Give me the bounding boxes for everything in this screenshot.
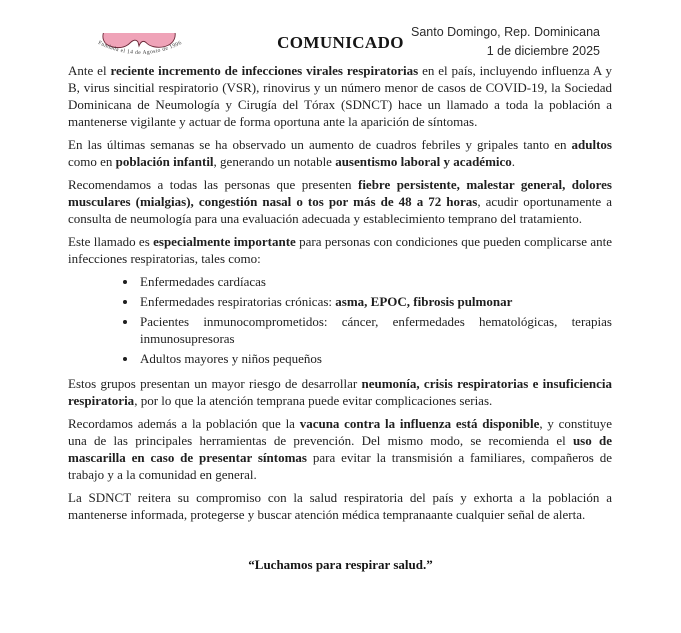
emphasis-text: neumonía, crisis respiratorias e insuficiencia respiratoria	[68, 376, 613, 408]
logo-caption: Fundada el 14 de Agosto de 1996	[97, 40, 183, 57]
body-text: Ante el	[68, 63, 111, 78]
emphasis-text: fiebre persistente, malestar general, dolores musculares (mialgias), congestión nasal o tos por más de 48 a 72 horas	[68, 177, 612, 209]
list-item	[138, 273, 612, 290]
emphasis-text: asma, EPOC, fibrosis pulmonar	[335, 294, 513, 309]
emphasis-text: especialmente importante	[153, 234, 296, 249]
body-text: .	[511, 154, 516, 169]
paragraph-trend	[68, 136, 612, 170]
emphasis-text: uso de mascarilla en caso de presentar síntomas	[68, 433, 612, 465]
list-item	[138, 293, 612, 310]
body-text: para evitar la transmisión a familiares, compañeros de trabajo y a la comunidad en general.	[68, 450, 612, 482]
body-text: En las últimas semanas se ha observado un aumento de cuadros febriles y gripales tanto en	[68, 137, 572, 152]
lungs-logo-icon	[86, 33, 194, 69]
document-title: COMUNICADO	[277, 33, 404, 52]
body-text: , por lo que la atención temprana puede evitar complicaciones serias.	[134, 393, 493, 408]
body-text: para personas con condiciones que pueden complicarse ante infecciones respiratorias, tales como:	[68, 234, 612, 266]
society-logo	[86, 33, 194, 69]
emphasis-text: adultos	[571, 137, 612, 152]
document-body	[68, 62, 612, 523]
paragraph-risk-groups-intro	[68, 233, 612, 267]
emphasis-text: ausentismo laboral y académico	[335, 154, 512, 169]
dateline-location: Santo Domingo, Rep. Dominicana	[411, 25, 600, 39]
emphasis-text: población infantil	[115, 154, 214, 169]
body-text: Enfermedades cardíacas	[140, 274, 266, 289]
body-text: Adultos mayores y niños pequeños	[140, 351, 322, 366]
body-text: como en	[68, 154, 116, 169]
body-text: Pacientes inmunocomprometidos: cáncer, enfermedades hematológicas, terapias inmunosupresoras	[140, 314, 612, 346]
paragraph-prevention	[68, 415, 612, 483]
paragraph-risk-warning	[68, 375, 612, 409]
lungs-shape	[103, 33, 175, 48]
body-text: Recomendamos a todas las personas que presenten	[68, 177, 358, 192]
paragraph-intro	[68, 62, 612, 130]
emphasis-text: reciente incremento de infecciones virales respiratorias	[110, 63, 419, 78]
paragraph-commitment	[68, 489, 612, 523]
body-text: en el país, incluyendo influenza A y B, virus sincitial respiratorio (VSR), rinovirus y un número menor de casos de COVID-19, la Sociedad Dominicana de Neumología y Cirugía del Tórax (SDNCT) hace un llamado a toda la población a mantenerse vigilante y actuar de forma oportuna ante la aparición de síntomas.	[68, 63, 612, 129]
body-text: , acudir oportunamente a consulta de neumología para una evaluación adecuada y establecimiento temprano del tratamiento.	[68, 194, 612, 226]
list-item	[138, 350, 612, 367]
body-text: La SDNCT reitera su compromiso con la salud respiratoria del país y exhorta a la población a mantenerse informada, protegerse y buscar atención médica tempranaante cualquier señal de alerta.	[68, 490, 612, 522]
body-text: Recordamos además a la población que la	[68, 416, 300, 431]
dateline	[411, 25, 600, 58]
body-text: Enfermedades respiratorias crónicas:	[140, 294, 336, 309]
risk-condition-list	[68, 273, 612, 367]
paragraph-recommendation	[68, 176, 612, 227]
document-page	[0, 25, 681, 633]
dateline-date: 1 de diciembre 2025	[486, 44, 600, 58]
body-text: Estos grupos presentan un mayor riesgo de desarrollar	[68, 376, 362, 391]
body-text: , y constituye una de las principales herramientas de prevención. Del mismo modo, se recomienda el	[68, 416, 613, 448]
body-text: , generando un notable	[213, 154, 336, 169]
body-text: Este llamado es	[68, 234, 154, 249]
closing-quote: “Luchamos para respirar salud.”	[248, 557, 433, 572]
emphasis-text: vacuna contra la influenza está disponible	[299, 416, 540, 431]
list-item	[138, 313, 612, 347]
